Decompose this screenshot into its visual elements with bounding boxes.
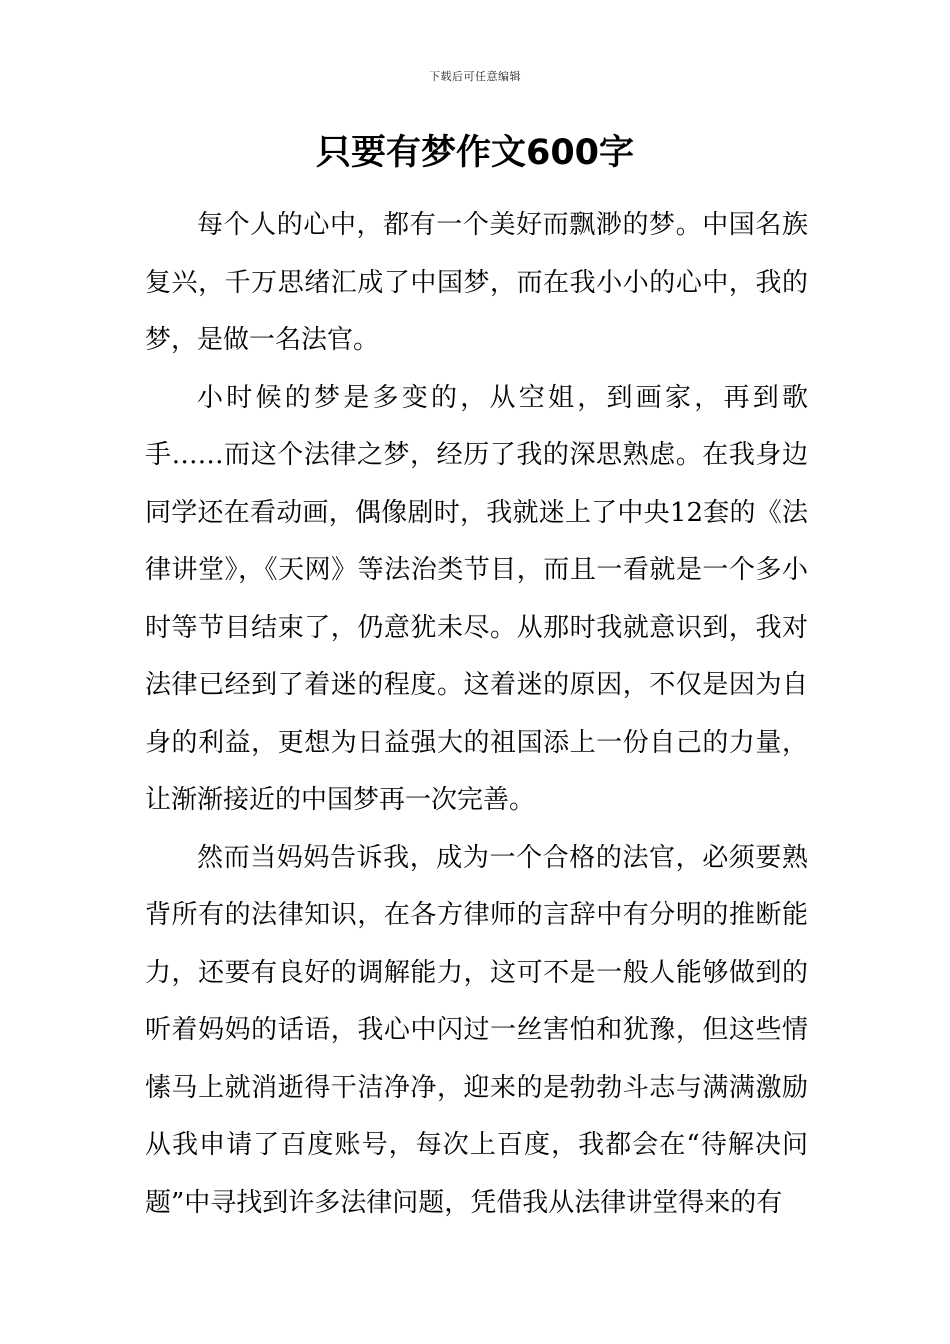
paragraph: 然而当妈妈告诉我，成为一个合格的法官，必须要熟背所有的法律知识，在各方律师的言辞中有分明的推断能力，还要有良好的调解能力，这可不是一般人能够做到的听着妈妈的话语，我心中闪过一丝害怕和犹豫，但这些情愫马上就消逝得干洁净净，迎来的是勃勃斗志与满满激励从我申请了百度账号，每次上百度，我都会在“待解决问题”中寻找到许多法律问题，凭借我从法律讲堂得来的有 (145, 842, 808, 1218)
paragraph: 每个人的心中，都有一个美好而飘渺的梦。中国名族复兴，千万思绪汇成了中国梦，而在我小小的心中，我的梦，是做一名法官。 (145, 210, 808, 355)
paragraph: 小时候的梦是多变的，从空姐，到画家，再到歌手……而这个法律之梦，经历了我的深思熟虑。在我身边同学还在看动画，偶像剧时，我就迷上了中央12套的《法律讲堂》，《天网》等法治类节目，而且一看就是一个多小时等节目结束了，仍意犹未尽。从那时我就意识到，我对法律已经到了着迷的程度。这着迷的原因，不仅是因为自身的利益，更想为日益强大的祖国添上一份自己的力量，让渐渐接近的中国梦再一次完善。 (145, 382, 808, 815)
document-title: 只要有梦作文600字 (315, 133, 635, 173)
header-note: 下载后可任意编辑 (429, 70, 521, 83)
document-body (145, 197, 808, 1232)
